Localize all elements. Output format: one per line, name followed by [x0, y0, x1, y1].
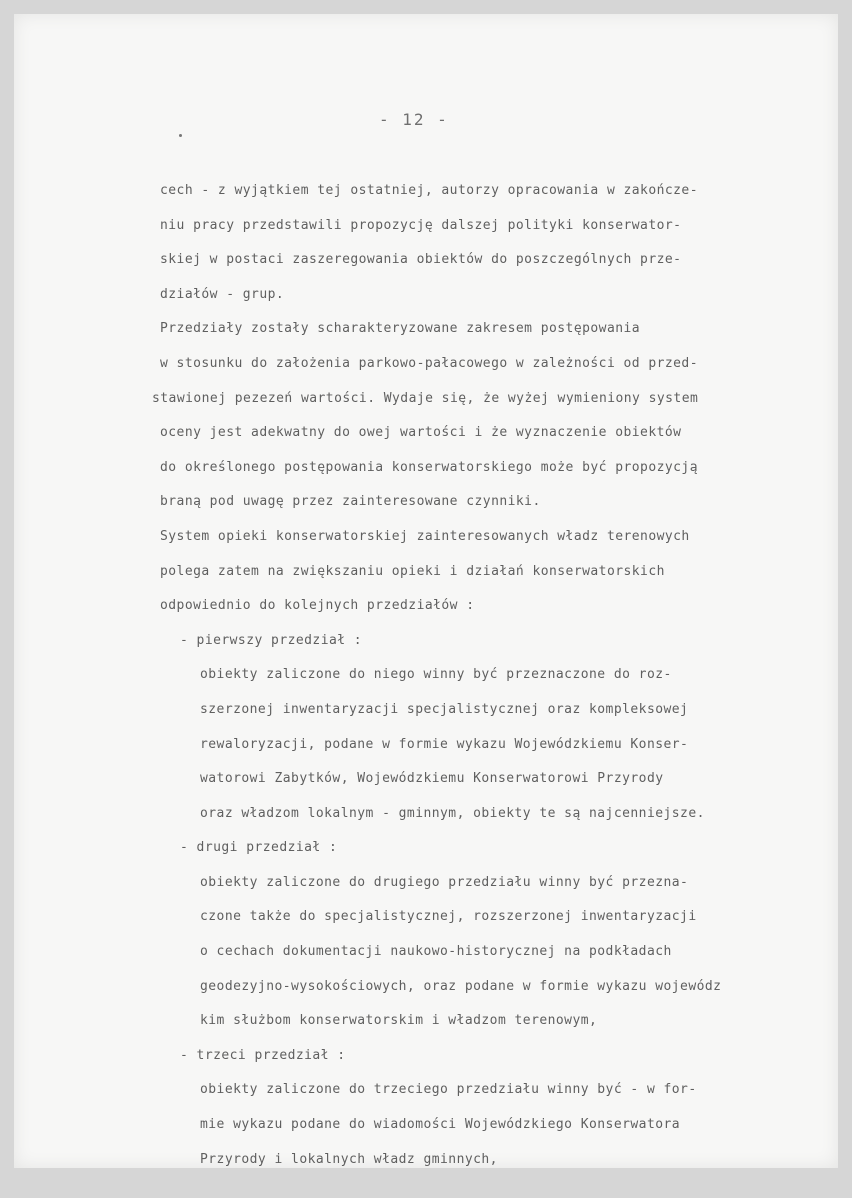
- text-line: watorowi Zabytków, Wojewódzkiemu Konserwatorowi Przyrody: [200, 771, 664, 787]
- margin-mark: [179, 134, 182, 137]
- text-line: oceny jest adekwatny do owej wartości i że wyznaczenie obiektów: [160, 425, 682, 441]
- text-line: kim służbom konserwatorskim i władzom terenowym,: [200, 1013, 598, 1029]
- text-line: czone także do specjalistycznej, rozszerzonej inwentaryzacji: [200, 909, 697, 925]
- text-line: System opieki konserwatorskiej zainteresowanych władz terenowych: [160, 528, 690, 544]
- text-line: oraz władzom lokalnym - gminnym, obiekty te są najcenniejsze.: [200, 805, 705, 821]
- text-line: skiej w postaci zaszeregowania obiektów do poszczególnych prze-: [160, 252, 682, 268]
- text-line: do określonego postępowania konserwatorskiego może być propozycją: [160, 459, 698, 475]
- text-line: obiekty zaliczone do trzeciego przedziału winny być - w for-: [200, 1082, 697, 1098]
- text-line: działów - grup.: [160, 286, 285, 302]
- text-line: rewaloryzacji, podane w formie wykazu Wojewódzkiemu Konser-: [200, 736, 689, 752]
- text-line: niu pracy przedstawili propozycję dalszej polityki konserwator-: [160, 217, 682, 233]
- text-line: Przyrody i lokalnych władz gminnych,: [200, 1151, 498, 1167]
- text-line: cech - z wyjątkiem tej ostatniej, autorzy opracowania w zakończe-: [160, 183, 698, 198]
- list-heading: - drugi przedział :: [180, 840, 338, 856]
- text-line: obiekty zaliczone do niego winny być przeznaczone do roz-: [200, 667, 672, 683]
- list-heading: - trzeci przedział :: [180, 1047, 346, 1063]
- text-line: odpowiednio do kolejnych przedziałów :: [160, 598, 475, 614]
- body-text: [152, 174, 840, 1177]
- text-line: o cechach dokumentacji naukowo-historycznej na podkładach: [200, 944, 672, 960]
- list-heading: - pierwszy przedział :: [180, 632, 363, 648]
- text-line: polega zatem na zwiększaniu opieki i działań konserwatorskich: [160, 563, 665, 579]
- text-line: braną pod uwagę przez zainteresowane czynniki.: [160, 494, 541, 510]
- text-line: szerzonej inwentaryzacji specjalistycznej oraz kompleksowej: [200, 701, 689, 717]
- document-page: [14, 14, 838, 1168]
- text-line: obiekty zaliczone do drugiego przedziału winny być przezna-: [200, 874, 689, 890]
- text-line: stawionej pezezeń wartości. Wydaje się, że wyżej wymieniony system: [152, 390, 699, 406]
- text-line: Przedziały zostały scharakteryzowane zakresem postępowania: [160, 321, 641, 337]
- text-line: geodezyjno-wysokościowych, oraz podane w formie wykazu wojewódz: [200, 978, 722, 994]
- page-number: - 12 -: [379, 110, 449, 129]
- text-line: w stosunku do założenia parkowo-pałacowego w zależności od przed-: [160, 355, 698, 371]
- text-line: mie wykazu podane do wiadomości Wojewódzkiego Konserwatora: [200, 1117, 681, 1133]
